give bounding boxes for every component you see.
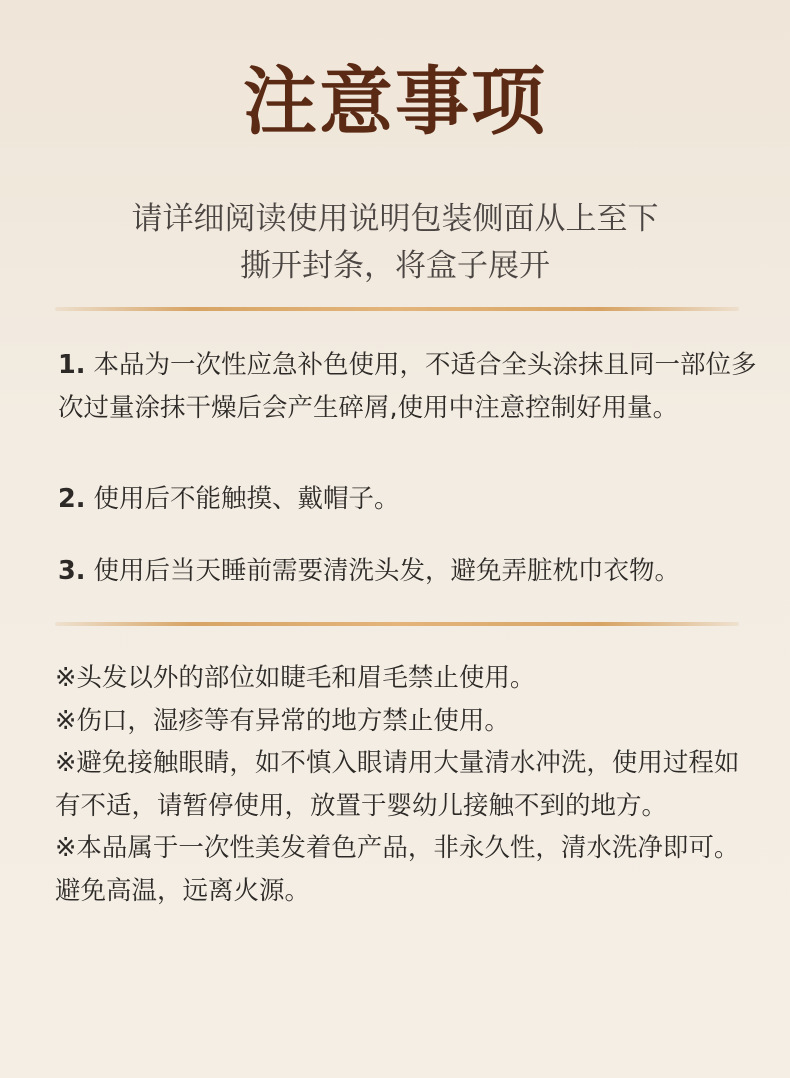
note-item: ※头发以外的部位如睫毛和眉毛禁止使用。 <box>55 663 536 693</box>
rule-number: 3. <box>58 556 86 586</box>
note-item: ※伤口，湿疹等有异常的地方禁止使用。 <box>55 705 510 736</box>
instruction-subtitle <box>0 196 790 290</box>
rule-text: 本品为一次性应急补色使用，不适合全头涂抹且同一部位多次过量涂抹干燥后会产生碎屑,使用中注意控制好用量。 <box>58 350 757 423</box>
subtitle-line-2: 撕开封条，将盒子展开 <box>240 248 550 284</box>
rule-number: 2. <box>58 484 86 514</box>
page-title: 注意事项 <box>243 59 547 145</box>
rule-item-1 <box>58 344 763 430</box>
rule-text: 使用后当天睡前需要清洗头发，避免弄脏枕巾衣物。 <box>93 556 680 586</box>
rule-item-2 <box>58 478 763 521</box>
subtitle-line-1: 请详细阅读使用说明包装侧面从上至下 <box>131 201 659 237</box>
top-divider <box>55 307 739 311</box>
bottom-divider <box>55 622 739 626</box>
note-item: ※本品属于一次性美发着色产品，非永久性，清水洗净即可。避免高温，远离火源。 <box>55 833 740 906</box>
warning-notes <box>55 657 760 912</box>
note-item: ※避免接触眼睛，如不慎入眼请用大量清水冲洗，使用过程如有不适，请暂停使用，放置于婴幼儿接触不到的地方。 <box>55 748 740 821</box>
rule-text: 使用后不能触摸、戴帽子。 <box>93 484 400 514</box>
rule-item-3 <box>58 550 763 593</box>
rule-number: 1. <box>58 350 86 380</box>
